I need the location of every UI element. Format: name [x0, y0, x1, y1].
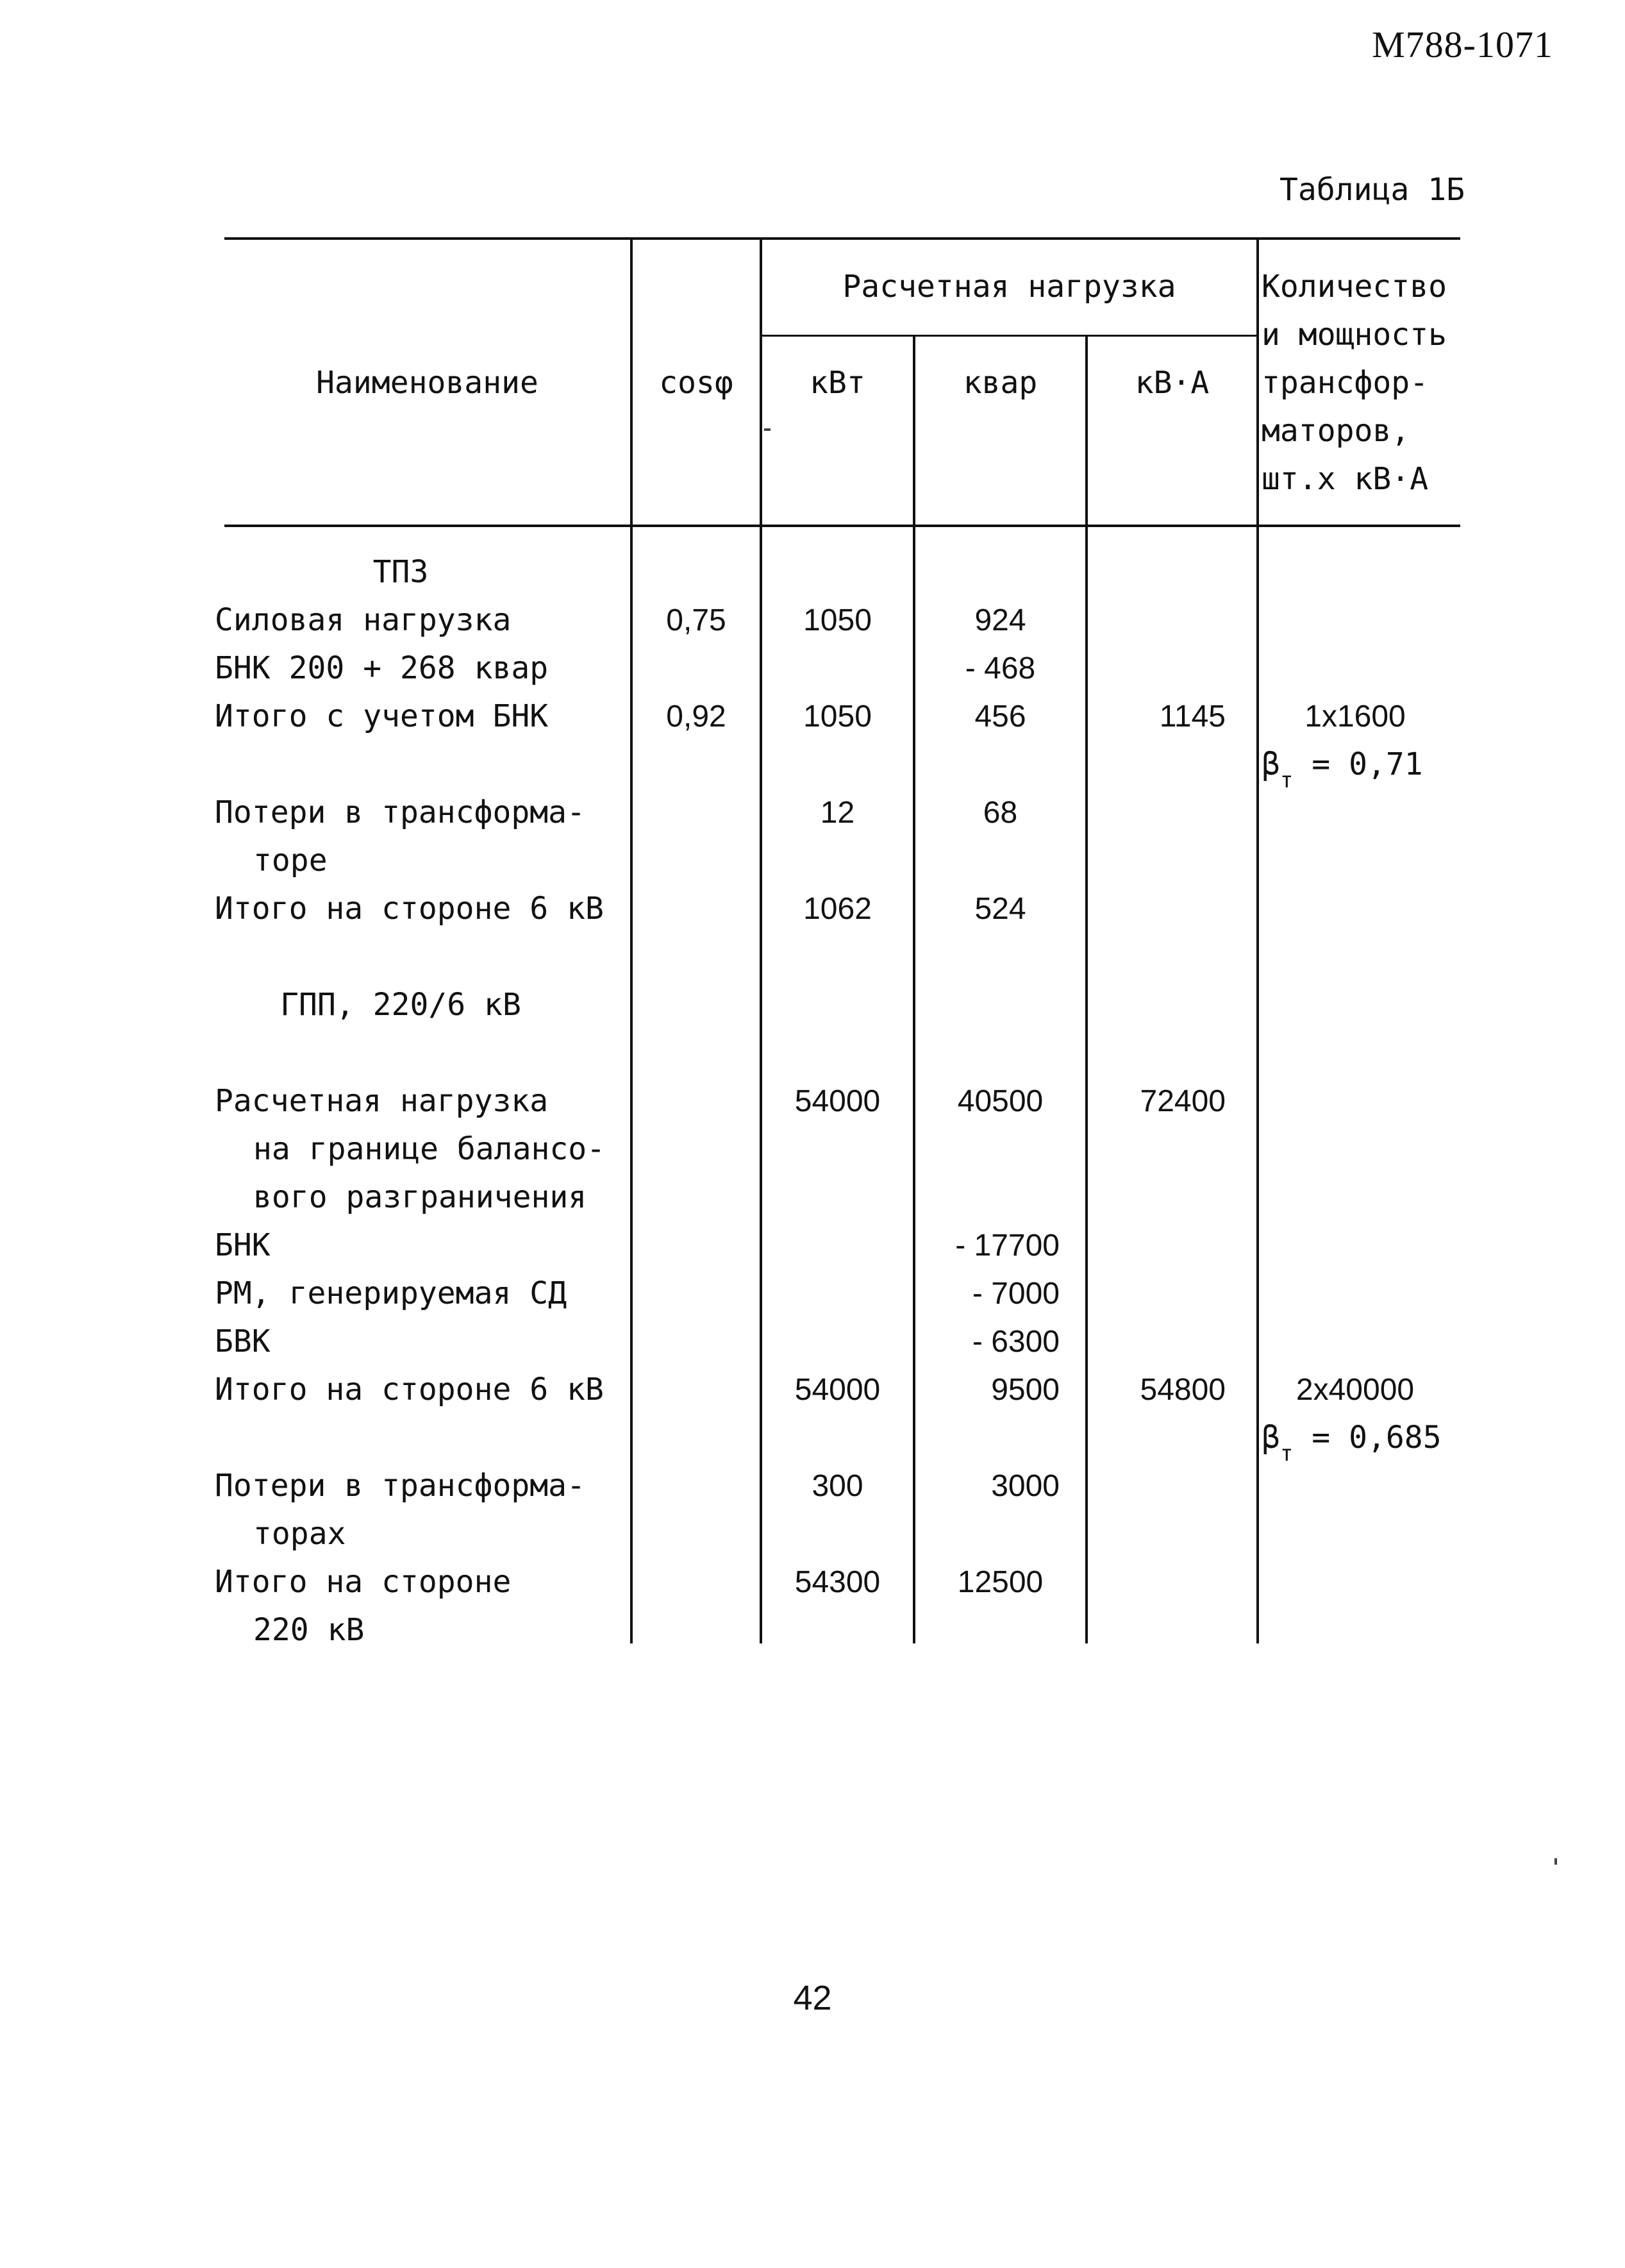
tp3-losses-name-line2: торе	[253, 843, 328, 878]
column-divider-kvar	[1085, 335, 1088, 1643]
tp3-bnk-kvar: - 468	[965, 651, 1036, 685]
gpp-total-220kv-name-line1: Итого на стороне	[215, 1564, 512, 1600]
tp3-beta-value: = 0,71	[1312, 746, 1423, 782]
tp3-total-bnk-kva: 1145	[1159, 700, 1226, 734]
gpp-losses-kw: 300	[812, 1469, 863, 1503]
tp3-power-load-cos: 0,75	[666, 603, 726, 637]
gpp-losses-name-line2: торах	[253, 1516, 346, 1552]
tp3-power-load-kvar: 924	[974, 603, 1026, 637]
load-group-rule	[760, 335, 1258, 337]
gpp-design-load-name-line2: на границе балансо-	[253, 1131, 606, 1167]
column-divider-cos	[760, 237, 762, 1643]
gpp-total-220kv-name-line2: 220 кВ	[253, 1612, 365, 1648]
tp3-losses-kw: 12	[820, 796, 855, 830]
tp3-power-load-kw: 1050	[803, 603, 872, 637]
column-divider-name	[630, 237, 633, 1643]
header-name: Наименование	[316, 365, 538, 401]
tp3-power-load-name: Силовая нагрузка	[215, 602, 512, 638]
gpp-beta-symbol: β	[1262, 1420, 1280, 1456]
gpp-losses-kvar: 3000	[991, 1469, 1060, 1503]
tp3-total-6kv-name: Итого на стороне 6 кВ	[215, 891, 604, 927]
tp3-load-factor	[1262, 741, 1423, 792]
header-kvar: квар	[963, 365, 1038, 401]
gpp-total-220kv-kw: 54300	[794, 1565, 881, 1599]
gpp-section-title: ГПП, 220/6 кВ	[280, 987, 521, 1023]
tp3-total-6kv-kvar: 524	[974, 892, 1026, 926]
gpp-total-6kv-name: Итого на стороне 6 кВ	[215, 1372, 604, 1407]
header-load-group: Расчетная нагрузка	[842, 269, 1176, 305]
gpp-bvk-name: БВК	[215, 1323, 271, 1359]
scan-speck	[1554, 1858, 1557, 1865]
tp3-total-bnk-kvar: 456	[974, 700, 1026, 734]
header-kva: кВ·А	[1135, 365, 1210, 401]
gpp-losses-name-line1: Потери в трансформа-	[215, 1468, 585, 1504]
tp3-losses-name-line1: Потери в трансформа-	[215, 794, 585, 830]
header-transformers-line2: и мощность	[1262, 317, 1447, 353]
document-code: М788-1071	[1372, 24, 1553, 65]
gpp-bvk-kvar: - 6300	[972, 1325, 1060, 1359]
header-bottom-rule	[224, 525, 1460, 527]
tp3-beta-subscript: т	[1279, 768, 1294, 793]
tp3-beta-symbol: β	[1262, 746, 1280, 782]
gpp-design-load-kvar: 40500	[957, 1084, 1044, 1118]
tp3-section-title: ТПЗ	[372, 554, 429, 590]
gpp-beta-subscript: т	[1279, 1441, 1294, 1466]
tp3-total-bnk-kw: 1050	[803, 700, 872, 734]
gpp-load-factor	[1262, 1414, 1442, 1465]
gpp-rm-sd-name: РМ, генерируемая СД	[215, 1275, 567, 1311]
gpp-total-6kv-kvar: 9500	[991, 1373, 1060, 1407]
header-transformers-line5: шт.х кВ·А	[1262, 461, 1429, 497]
gpp-total-6kv-kva: 54800	[1140, 1373, 1226, 1407]
table-caption: Таблица 1Б	[1279, 172, 1465, 208]
gpp-transformer-count: 2х40000	[1296, 1373, 1415, 1407]
tp3-losses-kvar: 68	[983, 796, 1018, 830]
gpp-bnk-kvar: - 17700	[955, 1229, 1060, 1263]
gpp-total-220kv-kvar: 12500	[957, 1565, 1044, 1599]
tp3-transformer-count: 1х1600	[1304, 700, 1406, 734]
header-cos: cosφ	[659, 365, 733, 401]
gpp-design-load-name-line1: Расчетная нагрузка	[215, 1083, 549, 1119]
tp3-total-6kv-kw: 1062	[803, 892, 872, 926]
gpp-design-load-kva: 72400	[1140, 1084, 1226, 1118]
gpp-total-6kv-kw: 54000	[794, 1373, 881, 1407]
gpp-bnk-name: БНК	[215, 1227, 271, 1263]
header-transformers-line1: Количество	[1262, 269, 1447, 305]
header-kw: кВт	[810, 365, 865, 401]
gpp-beta-value: = 0,685	[1312, 1420, 1442, 1456]
tp3-bnk-name: БНК 200 + 268 квар	[215, 650, 549, 686]
column-divider-kva	[1256, 237, 1259, 1643]
header-transformers-line3: трансфор-	[1262, 365, 1429, 401]
table-top-rule	[224, 237, 1460, 240]
page-number: 42	[793, 1979, 832, 2017]
gpp-design-load-kw: 54000	[794, 1084, 881, 1118]
header-tick-mark	[764, 428, 771, 431]
gpp-rm-sd-kvar: - 7000	[972, 1277, 1060, 1311]
gpp-design-load-name-line3: вого разграничения	[253, 1179, 587, 1215]
tp3-total-bnk-name: Итого с учетом БНК	[215, 698, 549, 734]
column-divider-kw	[913, 335, 915, 1643]
header-transformers-line4: маторов,	[1262, 413, 1410, 449]
tp3-total-bnk-cos: 0,92	[666, 700, 726, 734]
